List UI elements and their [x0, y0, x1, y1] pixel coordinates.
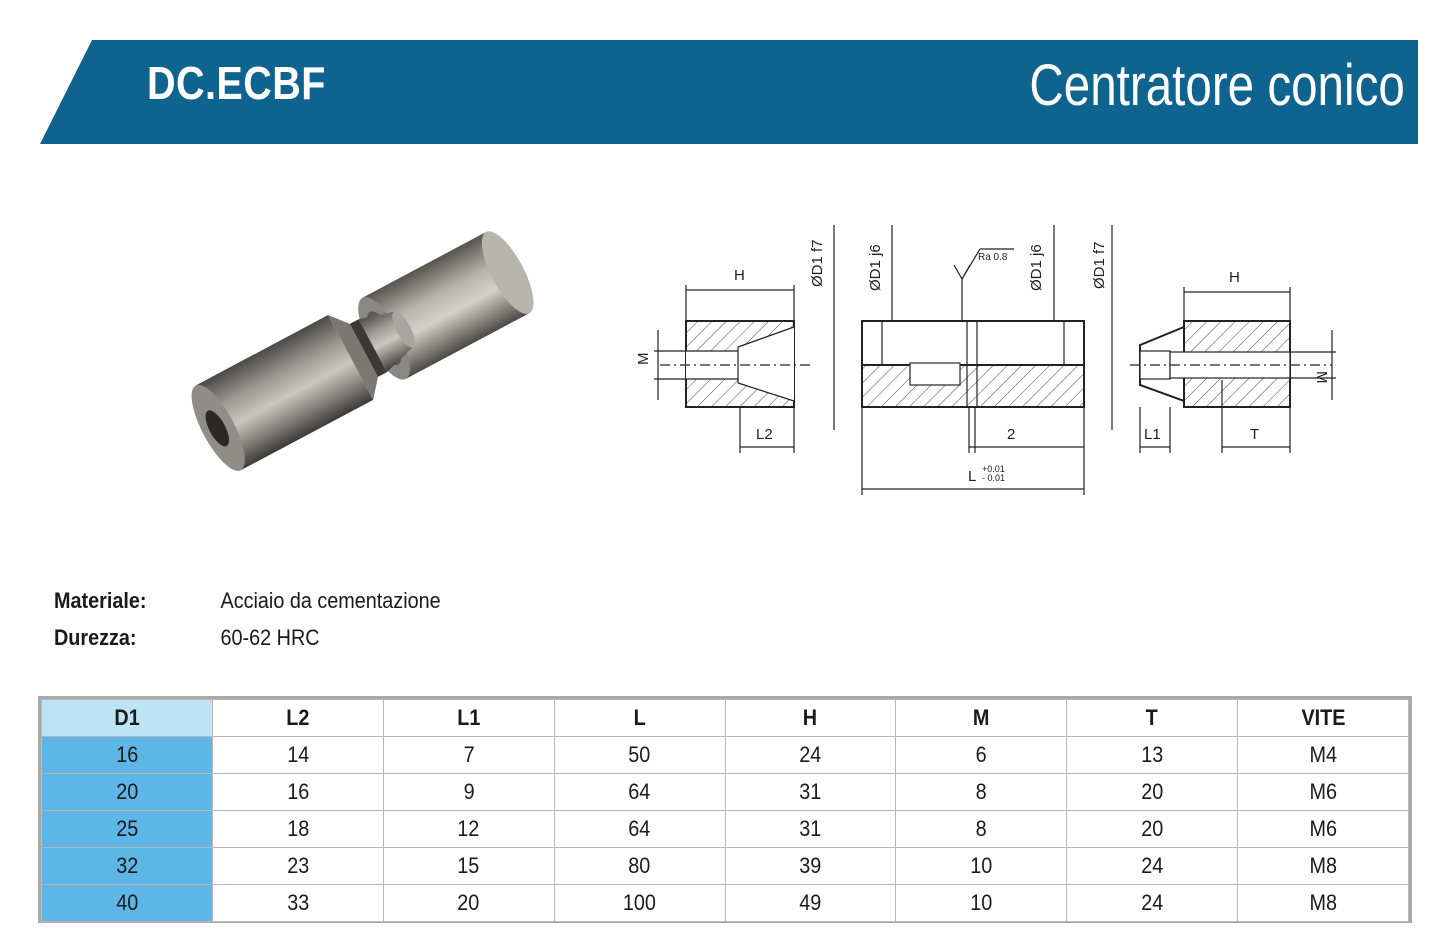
table-cell: M4 [1238, 737, 1409, 774]
table-row [42, 811, 1409, 848]
table-cell: 24 [725, 737, 896, 774]
dim-d1-f7-left: ØD1 f7 [809, 239, 826, 287]
dim-m-left: M [635, 352, 652, 365]
product-code: DC.ECBF [147, 57, 326, 109]
dim-d1-f7-right: ØD1 f7 [1091, 241, 1108, 289]
spec-value: Acciaio da cementazione [220, 588, 441, 613]
table-row [42, 848, 1409, 885]
dim-m-right: M [1313, 371, 1330, 384]
header-banner [0, 0, 1445, 160]
table-cell: 8 [896, 811, 1067, 848]
roughness-label: Ra 0.8 [978, 252, 1008, 263]
dim-d1-j6-left: ØD1 j6 [867, 244, 884, 291]
table-cell: 8 [896, 774, 1067, 811]
table-cell: 20 [1067, 774, 1238, 811]
table-cell: 31 [725, 774, 896, 811]
table-row [42, 737, 1409, 774]
table-cell: 7 [383, 737, 554, 774]
spec-value: 60-62 HRC [220, 625, 320, 650]
table-cell: 12 [383, 811, 554, 848]
table-cell: 24 [1067, 848, 1238, 885]
dim-l2: L2 [756, 426, 773, 443]
table-cell: 10 [896, 885, 1067, 922]
table-cell: 20 [1067, 811, 1238, 848]
table-cell: 16 [42, 737, 213, 774]
technical-drawing [620, 215, 1350, 510]
table-cell: 6 [896, 737, 1067, 774]
dim-h-left: H [734, 267, 745, 284]
spec-label: Durezza: [54, 625, 137, 650]
table-header-row [42, 700, 1409, 737]
column-header: T [1067, 700, 1238, 737]
column-header: L1 [383, 700, 554, 737]
table-cell: 18 [212, 811, 383, 848]
dim-h-right: H [1229, 269, 1240, 286]
table-cell: 24 [1067, 885, 1238, 922]
table-cell: M6 [1238, 774, 1409, 811]
column-header: VITE [1238, 700, 1409, 737]
table-cell: 9 [383, 774, 554, 811]
table-cell: 80 [554, 848, 725, 885]
dimension-table [38, 696, 1412, 923]
dim-l1: L1 [1144, 426, 1161, 443]
spec-label: Materiale: [54, 588, 147, 613]
table-cell: 20 [42, 774, 213, 811]
column-header: L [554, 700, 725, 737]
table-cell: 39 [725, 848, 896, 885]
column-header: L2 [212, 700, 383, 737]
table-cell: 14 [212, 737, 383, 774]
table-cell: 64 [554, 811, 725, 848]
dim-l-tol-minus: - 0.01 [982, 473, 1006, 483]
table-cell: M8 [1238, 848, 1409, 885]
dim-l: L [968, 468, 977, 485]
product-photo [160, 200, 580, 525]
table-cell: 49 [725, 885, 896, 922]
table-cell: 100 [554, 885, 725, 922]
table-cell: 25 [42, 811, 213, 848]
table-cell: 15 [383, 848, 554, 885]
table-cell: M6 [1238, 811, 1409, 848]
table-row [42, 774, 1409, 811]
table-cell: 13 [1067, 737, 1238, 774]
table-cell: 32 [42, 848, 213, 885]
product-title: Centratore conico [1029, 53, 1405, 118]
column-header: M [896, 700, 1067, 737]
table-cell: 64 [554, 774, 725, 811]
dim-2: 2 [1007, 426, 1016, 443]
table-cell: M8 [1238, 885, 1409, 922]
table-cell: 23 [212, 848, 383, 885]
dim-l-tol-plus: +0.01 [982, 464, 1005, 474]
table-cell: 20 [383, 885, 554, 922]
table-cell: 16 [212, 774, 383, 811]
column-header: D1 [42, 700, 213, 737]
table-row [42, 885, 1409, 922]
dim-d1-j6-right: ØD1 j6 [1028, 244, 1045, 291]
column-header: H [725, 700, 896, 737]
table-cell: 50 [554, 737, 725, 774]
table-cell: 33 [212, 885, 383, 922]
table-cell: 31 [725, 811, 896, 848]
table-cell: 10 [896, 848, 1067, 885]
dim-t: T [1250, 426, 1260, 443]
table-cell: 40 [42, 885, 213, 922]
